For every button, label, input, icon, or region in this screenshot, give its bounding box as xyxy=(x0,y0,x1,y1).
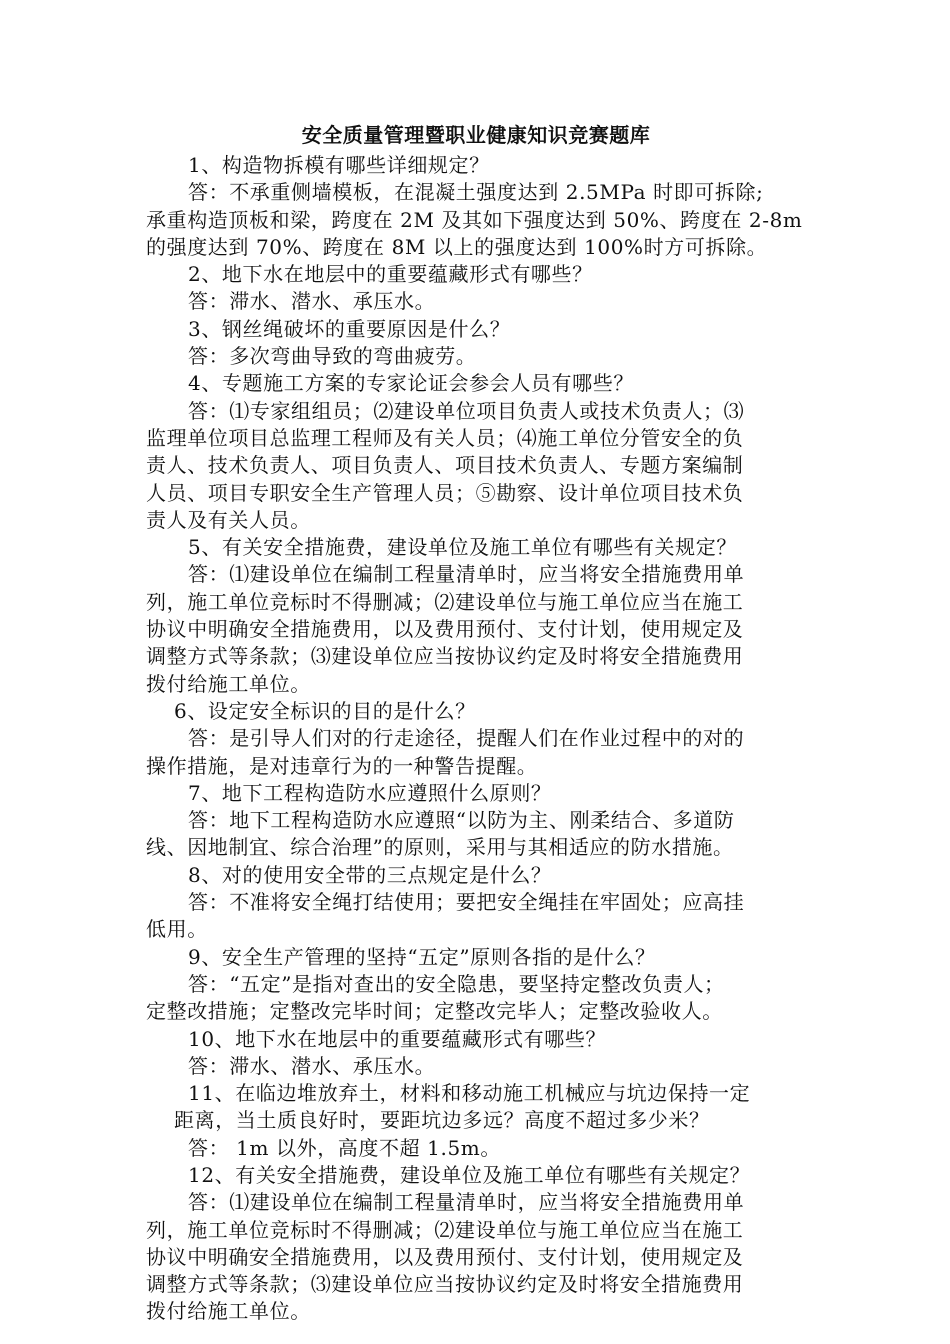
answer-text: 协议中明确安全措施费用，以及费用预付、支付计划，使用规定及 xyxy=(146,617,744,642)
qa-item-4 xyxy=(146,370,806,534)
qa-item-7 xyxy=(146,780,806,862)
question-text: 7、地下工程构造防水应遵照什么原则？ xyxy=(188,780,552,805)
answer-text: 答：滞水、潜水、承压水。 xyxy=(188,1053,436,1078)
answer-text: 答：地下工程构造防水应遵照“以防为主、刚柔结合、多道防 xyxy=(188,808,735,833)
question-text: 3、钢丝绳破坏的重要原因是什么？ xyxy=(188,316,511,341)
qa-item-2 xyxy=(146,261,806,316)
question-text: 11、在临边堆放弃土，材料和移动施工机械应与坑边保持一定 xyxy=(188,1081,751,1106)
answer-text: 答：多次弯曲导致的弯曲疲劳。 xyxy=(188,344,477,369)
answer-text: 拨付给施工单位。 xyxy=(146,1299,311,1324)
answer-text: 列，施工单位竞标时不得删减；⑵建设单位与施工单位应当在施工 xyxy=(146,589,744,614)
qa-item-9 xyxy=(146,944,806,1026)
question-text: 2、地下水在地层中的重要蕴藏形式有哪些？ xyxy=(188,262,593,287)
answer-text: 答：滞水、潜水、承压水。 xyxy=(188,289,436,314)
answer-text: 调整方式等条款；⑶建设单位应当按协议约定及时将安全措施费用 xyxy=(146,1272,744,1297)
qa-item-1 xyxy=(146,152,806,261)
question-text: 6、设定安全标识的目的是什么？ xyxy=(174,698,476,723)
question-text: 1、构造物拆模有哪些详细规定？ xyxy=(188,153,490,177)
answer-text: 协议中明确安全措施费用，以及费用预付、支付计划，使用规定及 xyxy=(146,1244,744,1269)
question-text: 9、安全生产管理的坚持“五定”原则各指的是什么？ xyxy=(188,944,656,969)
answer-text: 责人及有关人员。 xyxy=(146,507,311,532)
answer-text: 操作措施，是对违章行为的一种警告提醒。 xyxy=(146,753,538,778)
answer-text: 人员、项目专职安全生产管理人员；⑤勘察、设计单位项目技术负 xyxy=(146,480,744,505)
answer-text: 答：“五定”是指对查出的安全隐患，要坚持定整改负责人； xyxy=(188,971,725,996)
answer-text: 答：⑴建设单位在编制工程量清单时，应当将安全措施费用单 xyxy=(188,1190,745,1215)
document-page xyxy=(146,118,806,1326)
answer-text: 定整改措施；定整改完毕时间；定整改完毕人；定整改验收人。 xyxy=(146,999,723,1024)
answer-text: 的强度达到 70%、跨度在 8M 以上的强度达到 100%时方可拆除。 xyxy=(146,234,768,259)
answer-text: 答：不承重侧墙模板，在混凝土强度达到 2.5MPa 时即可拆除; xyxy=(188,180,764,205)
question-text: 4、专题施工方案的专家论证会参会人员有哪些？ xyxy=(188,371,634,396)
answer-text: 答：是引导人们对的行走途径，提醒人们在作业过程中的对的 xyxy=(188,726,745,751)
qa-item-3 xyxy=(146,316,806,371)
answer-text: 低用。 xyxy=(146,917,208,942)
qa-item-10 xyxy=(146,1026,806,1081)
qa-item-12 xyxy=(146,1162,806,1326)
answer-text: 答：⑴建设单位在编制工程量清单时，应当将安全措施费用单 xyxy=(188,562,745,587)
answer-text: 列，施工单位竞标时不得删减；⑵建设单位与施工单位应当在施工 xyxy=(146,1217,744,1242)
answer-text: 责人、技术负责人、项目负责人、项目技术负责人、专题方案编制 xyxy=(146,453,744,478)
answer-text: 线、因地制宜、综合治理”的原则，采用与其相适应的防水措施。 xyxy=(146,835,734,860)
answer-text: 调整方式等条款；⑶建设单位应当按协议约定及时将安全措施费用 xyxy=(146,644,744,669)
qa-item-5 xyxy=(146,534,806,698)
answer-text: 答： 1m 以外，高度不超 1.5m。 xyxy=(188,1135,501,1160)
question-text: 10、地下水在地层中的重要蕴藏形式有哪些？ xyxy=(188,1026,607,1051)
question-text: 12、有关安全措施费，建设单位及施工单位有哪些有关规定？ xyxy=(188,1162,751,1187)
question-text: 8、对的使用安全带的三点规定是什么？ xyxy=(188,862,552,887)
answer-text: 拨付给施工单位。 xyxy=(146,671,311,696)
answer-text: 答：不准将安全绳打结使用；要把安全绳挂在牢固处；应高挂 xyxy=(188,890,745,915)
qa-item-11 xyxy=(146,1080,806,1162)
document-title: 安全质量管理暨职业健康知识竞赛题库 xyxy=(301,123,651,147)
question-text: 5、有关安全措施费，建设单位及施工单位有哪些有关规定？ xyxy=(188,535,737,560)
qa-item-8 xyxy=(146,862,806,944)
answer-text: 监理单位项目总监理工程师及有关人员；⑷施工单位分管安全的负 xyxy=(146,425,744,450)
answer-text: 答：⑴专家组组员；⑵建设单位项目负责人或技术负责人；⑶ xyxy=(188,398,745,423)
question-text: 距离，当土质良好时，要距坑边多远？高度不超过多少米？ xyxy=(174,1108,710,1133)
answer-text: 承重构造顶板和梁，跨度在 2M 及其如下强度达到 50%、跨度在 2-8m xyxy=(146,207,803,232)
qa-item-6 xyxy=(146,698,806,780)
